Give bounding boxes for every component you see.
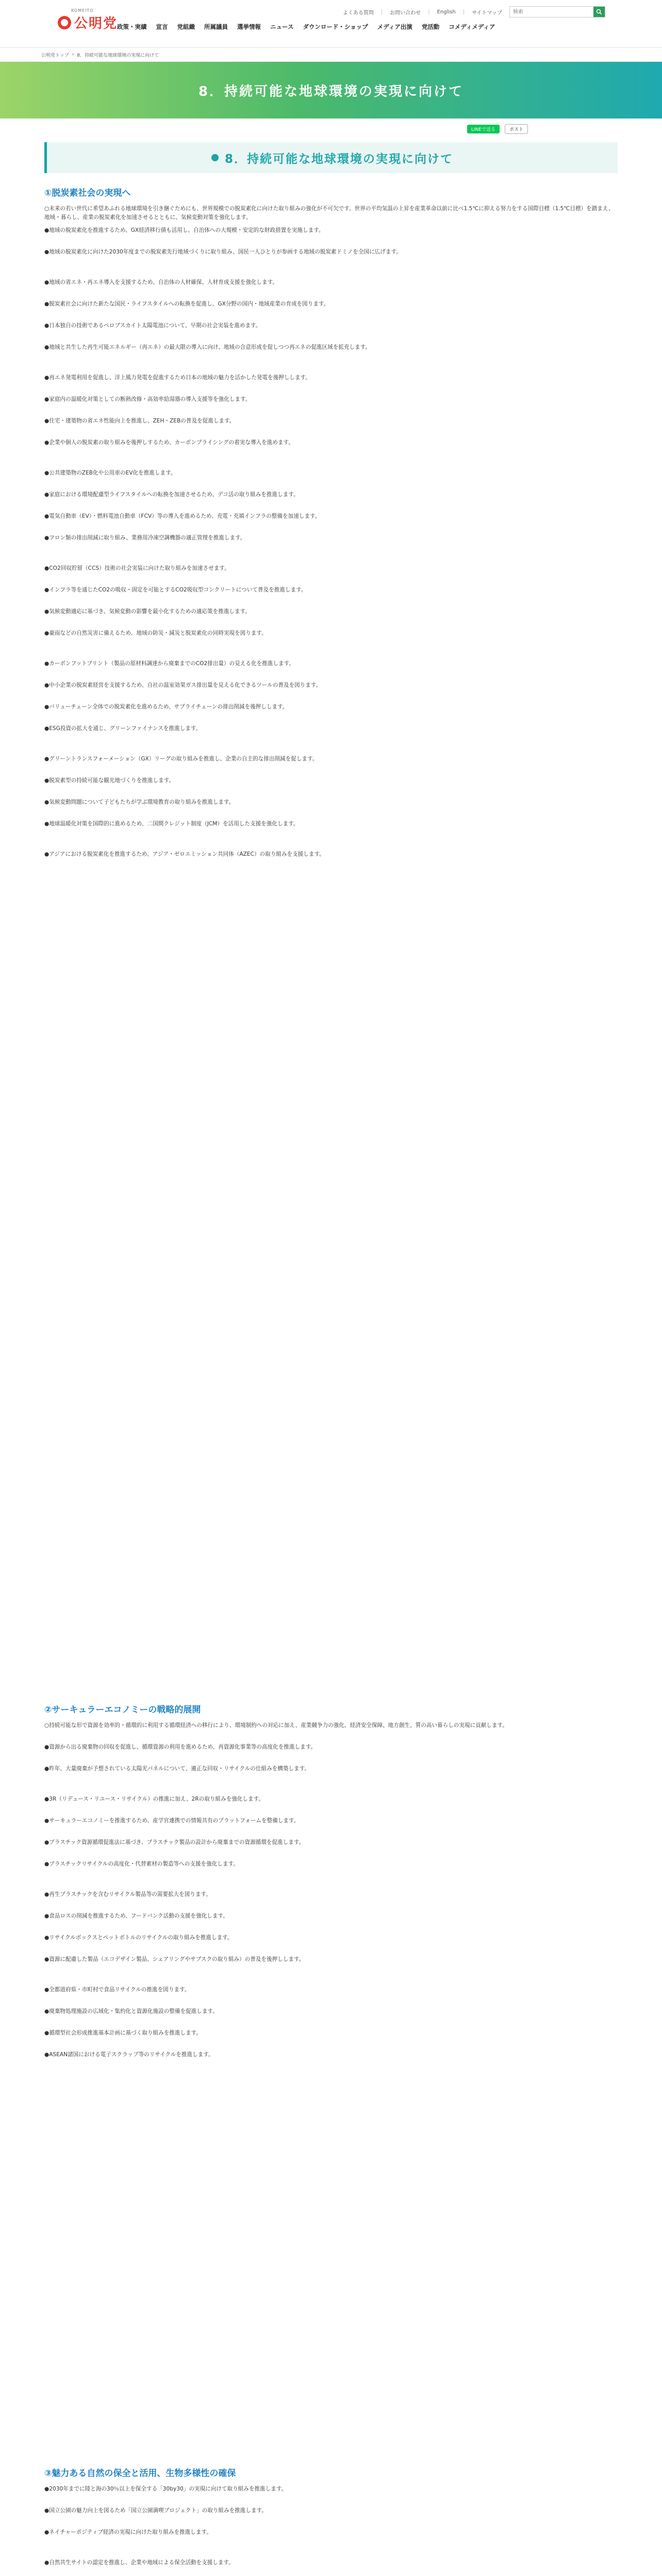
breadcrumb-chevron-icon: › [72, 52, 74, 57]
logo-mark-icon [58, 16, 71, 29]
paragraph: ●アジアにおける脱炭素化を推進するため、アジア・ゼロエミッション共同体（AZEC）の取り組みを支援します。 [44, 851, 325, 857]
post-share-button[interactable]: ポスト [505, 124, 528, 134]
global-nav [112, 20, 500, 34]
paragraph: ●企業や個人の脱炭素の取り組みを後押しするため、カーボンプライシングの着実な導入を進めます。 [44, 439, 294, 446]
paragraph: ●地域の脱炭素化に向けた2030年度までの脱炭素先行地域づくりに取り組み、国民一人ひとりが参画する地域の脱炭素ドミノを全国に広げます。 [44, 249, 402, 255]
paragraph: ●全都道府県・市町村で食品リサイクルの推進を図ります。 [44, 1987, 190, 1993]
page-title: 8．持続可能な地球環境の実現に向けて [198, 83, 464, 99]
paragraph: ●住宅・建築物の省エネ性能向上を推進し、ZEH・ZEBの普及を促進します。 [44, 418, 235, 424]
paragraph: ○持続可能な形で資源を効率的・循環的に利用する循環経済への移行により、環境制約への対応に加え、産業競争力の強化、経済安全保障、地方創生、質の高い暮らしの実現に貢献します。 [44, 1722, 508, 1728]
utility-separator: | [380, 9, 383, 15]
nav-members[interactable]: 所属議員 [204, 23, 228, 30]
nav-organization[interactable]: 党組織 [177, 23, 195, 30]
breadcrumb-current: 8．持続可能な地球環境の実現に向けて [77, 53, 159, 58]
paragraph: ●電気自動車（EV）・燃料電池自動車（FCV）等の導入を進めるため、充電・充填インフラの整備を加速します。 [44, 513, 321, 519]
paragraph: ●国立公園の魅力向上を図るため「国立公園満喫プロジェクト」の取り組みを推進します。 [44, 2507, 267, 2514]
paragraph: ●3R（リデュース・リユース・リサイクル）の推進に加え、2Rの取り組みを強化します。 [44, 1796, 264, 1802]
paragraph: ●ASEAN諸国における電子スクラップ等のリサイクルを推進します。 [44, 2052, 214, 2058]
paragraph: ●インフラ等を通じたCO2の吸収・固定を可能とするCO2吸収型コンクリートについて普及を推進します。 [44, 587, 307, 593]
paragraph: ●プラスチックリサイクルの高度化・代替素材の製造等への支援を強化します。 [44, 1861, 239, 1867]
paragraph: ●再生プラスチックを含むリサイクル製品等の需要拡大を図ります。 [44, 1891, 211, 1897]
utility-separator: | [462, 9, 465, 15]
subsection-heading: ①脱炭素社会の実現へ [44, 188, 131, 198]
paragraph: ●気候変動適応に基づき、気候変動の影響を最小化するための適応策を推進します。 [44, 608, 251, 615]
nav-activities[interactable]: 党活動 [421, 23, 440, 30]
paragraph: ●脱炭素社会に向けた新たな国民・ライフスタイルへの転換を促進し、GX分野の国内・地域産業の育成を図ります。 [44, 301, 329, 307]
paragraph: ●地域と共生した再生可能エネルギー（再エネ）の最大限の導入に向け、地域の合意形成を促しつつ再エネの促進区域を拡充します。 [44, 344, 371, 350]
paragraph: ●資源に配慮した製品（エコデザイン製品、シェアリングやサブスクの取り組み）の普及を後押しします。 [44, 1956, 305, 1962]
utility-link-contact[interactable]: お問い合わせ [390, 10, 421, 16]
paragraph: ●資源から出る廃棄物の回収を促進し、循環資源の利用を進めるため、再資源化事業等の高度化を推進します。 [44, 1744, 317, 1750]
paragraph: ●食品ロスの削減を推進するため、フードバンク活動の支援を強化します。 [44, 1913, 228, 1919]
nav-declaration[interactable]: 宣言 [156, 23, 168, 30]
share-bar [0, 118, 662, 139]
subsection-circular-economy [44, 1690, 618, 2081]
utility-links [343, 6, 605, 18]
paragraph: ●家庭内の温暖化対策としての断熱改修・高効率給湯器の導入支援等を強化します。 [44, 396, 251, 402]
utility-link-faq[interactable]: よくある質問 [342, 10, 374, 16]
site-logo[interactable] [58, 8, 118, 32]
paragraph: ●CO2回収貯留（CCS）技術の社会実装に向けた取り組みを加速させます。 [44, 565, 230, 571]
paragraph-list [44, 2485, 618, 2576]
nav-election[interactable]: 選挙情報 [237, 23, 261, 30]
breadcrumb [0, 48, 662, 62]
paragraph: ●ESG投資の拡大を通じ、グリーンファイナンスを推進します。 [44, 725, 202, 732]
page-hero [0, 62, 662, 118]
search-box [509, 6, 605, 18]
search-input[interactable] [510, 7, 593, 16]
paragraph: ●日本独自の技術であるペロブスカイト太陽電池について、早期の社会実装を進めます。 [44, 323, 261, 329]
subsection-biodiversity [44, 2453, 618, 2576]
paragraph: ●豪雨などの自然災害に備えるため、地域の防災・減災と脱炭素化の同時実現を図ります。 [44, 630, 267, 636]
paragraph-list [44, 1721, 618, 2077]
section-pin-icon [211, 154, 219, 161]
logo-english: KOMEITO [71, 8, 94, 13]
paragraph: ●気候変動問題について子どもたちが学ぶ環境教育の取り組みを推進します。 [44, 799, 235, 805]
paragraph: ●地球温暖化対策を国際的に進めるため、二国間クレジット制度（JCM）を活用した支援を強化します。 [44, 821, 299, 827]
paragraph: ●循環型社会形成推進基本計画に基づく取り組みを推進します。 [44, 2030, 202, 2036]
paragraph: ●リサイクルボックスとペットボトルのリサイクルの取り組みを推進します。 [44, 1935, 233, 1941]
utility-separator: | [428, 9, 430, 15]
nav-news[interactable]: ニュース [270, 23, 294, 30]
paragraph: ●カーボンフットプリント（製品の原材料調達から廃棄までのCO2排出量）の見える化を推進します。 [44, 660, 294, 667]
paragraph: ●昨年、大量廃棄が予想されている太陽光パネルについて、適正な回収・リサイクルの仕組みを構築します。 [44, 1766, 310, 1772]
site-header [0, 0, 662, 48]
search-icon [596, 9, 602, 15]
nav-comedy-media[interactable]: コメディメディア [449, 23, 495, 30]
paragraph: ●ネイチャーポジティブ経済の実現に向けた取り組みを推進します。 [44, 2529, 212, 2535]
paragraph: ●再エネ発電利用を促進し、洋上風力発電を促進するため日本の地域の魅力を活かした発電を後押しします。 [44, 375, 311, 381]
paragraph: ●バリューチェーン全体での脱炭素化を進めるため、サプライチェーンの排出削減を後押しします。 [44, 704, 288, 710]
utility-link-english[interactable]: English [437, 9, 456, 15]
nav-media[interactable]: メディア出演 [377, 23, 412, 30]
paragraph-list [44, 205, 618, 868]
paragraph: ●プラスチック資源循環促進法に基づき、プラスチック製品の設計から廃棄までの資源循環を促進します。 [44, 1839, 305, 1845]
breadcrumb-home[interactable]: 公明党トップ [41, 53, 69, 58]
paragraph: ●脱炭素型の持続可能な観光地づくりを推進します。 [44, 777, 175, 784]
logo-text: 公明党 [74, 16, 118, 31]
paragraph: ●2030年までに陸と海の30％以上を保全する「30by30」の実現に向けて取り組みを推進します。 [44, 2486, 287, 2492]
paragraph: ●サーキュラーエコノミーを推進するため、産学官連携での情報共有のプラットフォームを整備します。 [44, 1818, 300, 1824]
paragraph: ●自然共生サイトの認定を推進し、企業や地域による保全活動を支援します。 [44, 2560, 234, 2566]
section-title: 8．持続可能な地球環境の実現に向けて [224, 152, 453, 166]
utility-link-sitemap[interactable]: サイトマップ [472, 10, 502, 16]
main-content [44, 142, 618, 872]
section-title-box [44, 142, 618, 173]
subsection-heading: ②サーキュラーエコノミーの戦略的展開 [44, 1705, 201, 1715]
subsection-decarbonization [44, 185, 618, 868]
paragraph: ●家庭における環境配慮型ライフスタイルへの転換を加速させるため、デコ活の取り組みを推進します。 [44, 492, 299, 498]
paragraph: ●廃棄物処理施設の広域化・集約化と資源化施設の整備を促進します。 [44, 2008, 218, 2014]
paragraph: ●グリーントランスフォーメーション（GX）リーグの取り組みを推進し、企業の自主的な排出削減を促します。 [44, 756, 318, 762]
subsection-heading: ③魅力ある自然の保全と活用、生物多様性の確保 [44, 2468, 236, 2479]
paragraph: ●地域の省エネ・再エネ導入を支援するため、自治体の人材確保、人材育成支援を強化します。 [44, 279, 278, 285]
paragraph: ●公共建築物のZEB化や公用車のEV化を推進します。 [44, 470, 176, 476]
nav-policy[interactable]: 政策・実績 [117, 23, 147, 30]
paragraph: ●フロン類の排出削減に取り組み、業務用冷凍空調機器の適正管理を推進します。 [44, 535, 246, 541]
paragraph: ○未来の若い世代に希望あふれる地球環境を引き継ぐためにも、世界規模での脱炭素化に向けた取り組みの強化が不可欠です。世界の平均気温の上昇を産業革命以前に比べ1.5℃に抑える努力をする国際目標（1.5℃目標）を踏まえ、地域・暮らし、産業の脱炭素化を加速させるとともに、気候変動対策を強化します。 [44, 206, 614, 221]
paragraph: ●地域の脱炭素化を推進するため、GX経済移行債も活用し、自治体への大規模・安定的な財政措置を実施します。 [44, 227, 324, 233]
line-share-button[interactable]: LINEで送る [467, 125, 500, 133]
search-button[interactable] [593, 7, 605, 17]
nav-download-shop[interactable]: ダウンロード・ショップ [303, 23, 368, 30]
paragraph: ●中小企業の脱炭素経営を支援するため、自社の温室効果ガス排出量を見える化できるツールの普及を図ります。 [44, 682, 322, 688]
